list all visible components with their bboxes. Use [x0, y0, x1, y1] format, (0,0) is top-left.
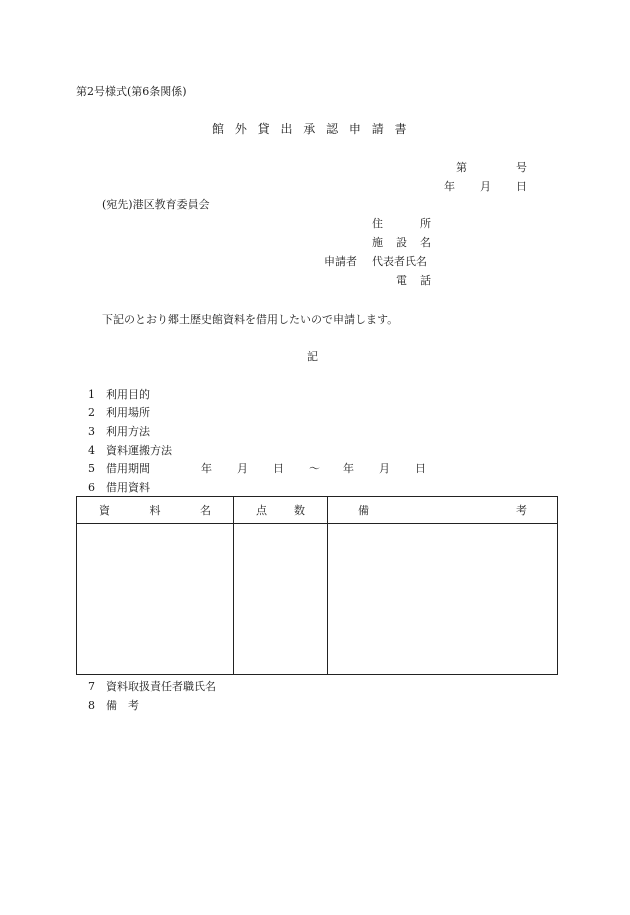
item-1-num: 1	[88, 388, 95, 401]
header-name-1: 資	[99, 504, 110, 517]
item-8-label: 備 考	[106, 699, 139, 712]
header-name-3: 名	[200, 504, 211, 517]
item-3-label: 利用方法	[106, 425, 150, 438]
date-month: 月	[480, 180, 491, 193]
header-count-2: 数	[294, 504, 305, 517]
cell-name[interactable]	[77, 524, 234, 675]
item-4-label: 資料運搬方法	[106, 444, 172, 457]
item-5-num: 5	[88, 462, 95, 475]
period-year-1: 年	[201, 462, 212, 475]
facility-label-3: 名	[420, 236, 431, 249]
representative-label: 代表者氏名	[372, 255, 427, 268]
period-day-1: 日	[273, 462, 284, 475]
facility-label-2: 設	[396, 236, 407, 249]
address-label-2: 所	[420, 217, 431, 230]
header-count-1: 点	[256, 504, 267, 517]
applicant-label: 申請者	[324, 255, 357, 268]
document-title: 館 外 貸 出 承 認 申 請 書	[212, 122, 407, 136]
header-name	[77, 497, 234, 524]
phone-label-2: 話	[420, 274, 431, 287]
item-5-label: 借用期間	[106, 462, 150, 475]
item-8-num: 8	[88, 699, 95, 712]
phone-label-1: 電	[396, 274, 407, 287]
period-month-2: 月	[379, 462, 390, 475]
address-label-1: 住	[372, 217, 383, 230]
number-dai: 第	[456, 161, 467, 174]
item-1-label: 利用目的	[106, 388, 150, 401]
period-year-2: 年	[343, 462, 354, 475]
addressee: (宛先)港区教育委員会	[102, 198, 210, 211]
period-tilde: 〜	[309, 462, 320, 475]
item-7-num: 7	[88, 680, 95, 693]
period-month-1: 月	[237, 462, 248, 475]
header-remarks-1: 備	[358, 504, 369, 517]
item-6-label: 借用資料	[106, 481, 150, 494]
item-2-label: 利用場所	[106, 406, 150, 419]
ki-marker: 記	[307, 350, 318, 363]
number-go: 号	[516, 161, 527, 174]
form-number: 第2号様式(第6条関係)	[76, 85, 187, 98]
period-day-2: 日	[415, 462, 426, 475]
request-text: 下記のとおり郷土歴史館資料を借用したいので申請します。	[102, 313, 399, 326]
header-remarks-2: 考	[516, 504, 527, 517]
header-remarks	[328, 497, 558, 524]
item-7-label: 資料取扱責任者職氏名	[106, 680, 216, 693]
cell-count[interactable]	[234, 524, 328, 675]
item-4-num: 4	[88, 444, 95, 457]
item-2-num: 2	[88, 406, 95, 419]
table-row	[77, 524, 558, 675]
cell-remarks[interactable]	[328, 524, 558, 675]
item-3-num: 3	[88, 425, 95, 438]
facility-label-1: 施	[372, 236, 383, 249]
item-6-num: 6	[88, 481, 95, 494]
table-header-row	[77, 497, 558, 524]
header-count	[234, 497, 328, 524]
header-name-2: 料	[149, 504, 161, 517]
date-day: 日	[516, 180, 527, 193]
date-year: 年	[444, 180, 455, 193]
materials-table	[76, 496, 558, 675]
